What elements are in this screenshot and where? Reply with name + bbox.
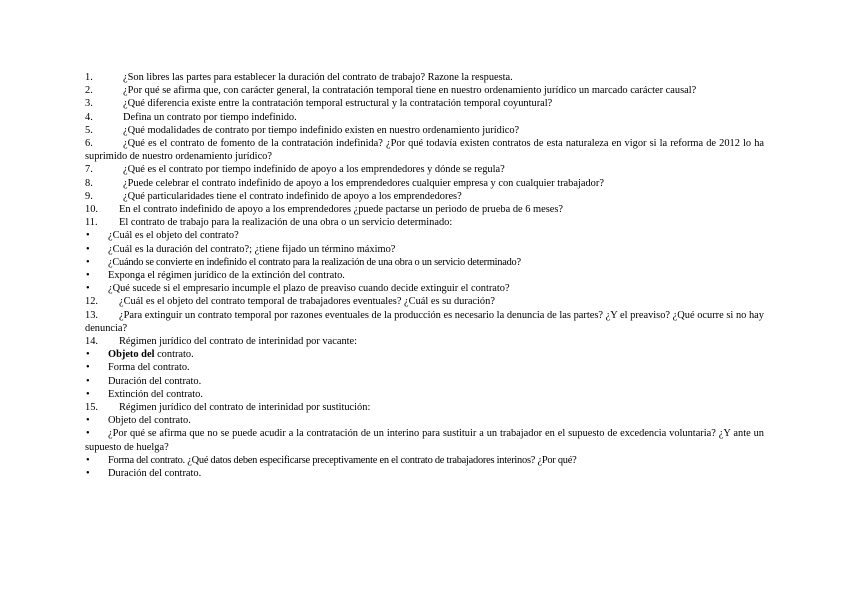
question-item-12: [85, 295, 764, 308]
item-number: 4.: [85, 111, 93, 123]
item-number: 3.: [85, 98, 93, 110]
bullet-marker: •: [86, 256, 90, 268]
bullet-text: Forma del contrato. ¿Qué datos deben especificarse preceptivamente en el contrato de trabajadores interinos? ¿Por qué?: [108, 454, 577, 466]
bullet-text: [85, 348, 764, 361]
bullet-item: [85, 348, 764, 361]
question-text: El contrato de trabajo para la realización de una obra o un servicio determinado:: [119, 217, 453, 229]
question-item-4: [85, 111, 764, 124]
question-text: ¿Qué es el contrato por tiempo indefinido de apoyo a los emprendedores y dónde se regula?: [123, 164, 505, 176]
bullet-marker: •: [86, 349, 90, 361]
bullet-text: Exponga el régimen jurídico de la extinción del contrato.: [108, 270, 345, 282]
question-item-11: [85, 216, 764, 229]
question-text: ¿Qué es el contrato de fomento de la contratación indefinida? ¿Por qué todavía existen contratos de esta naturaleza en vigor si la reforma de 2012 lo ha suprimido de nuestro ordenamiento jurídico?: [85, 138, 764, 163]
item-number: 12.: [85, 296, 98, 308]
bullet-marker: •: [86, 230, 90, 242]
item-number: 7.: [85, 164, 93, 176]
bullet-item: [85, 282, 764, 295]
question-list: [85, 71, 764, 480]
question-item-13: [85, 309, 764, 335]
question-text: ¿Qué particularidades tiene el contrato indefinido de apoyo a los emprendedores?: [123, 190, 462, 202]
bullet-item: [85, 361, 764, 374]
question-item-6: [85, 137, 764, 163]
item-number: 11.: [85, 217, 98, 229]
bullet-item: [85, 229, 764, 242]
bullet-marker: •: [86, 415, 90, 427]
bullet-item: [85, 388, 764, 401]
bullet-item: [85, 467, 764, 480]
item-number: 1.: [85, 72, 93, 83]
item-number: 15.: [85, 402, 98, 414]
bullet-text: Forma del contrato.: [108, 362, 190, 374]
bullet-item: [85, 375, 764, 388]
question-text: ¿Qué diferencia existe entre la contratación temporal estructural y la contratación temporal coyuntural?: [123, 98, 553, 110]
question-item-5: [85, 124, 764, 137]
bullet-marker: •: [86, 468, 90, 480]
bullet-text: ¿Por qué se afirma que no se puede acudir a la contratación de un interino para sustituir a un trabajador en el supuesto de excedencia voluntaria? ¿Y ante un supuesto de huelga?: [85, 428, 764, 453]
bullet-marker: •: [86, 283, 90, 295]
question-text: Régimen jurídico del contrato de interinidad por sustitución:: [119, 402, 371, 414]
question-text: ¿Cuál es el objeto del contrato temporal de trabajadores eventuales? ¿Cuál es su duración?: [119, 296, 495, 308]
item-number: 13.: [85, 309, 98, 321]
question-item-7: [85, 163, 764, 176]
bullet-item: [85, 454, 764, 467]
item-number: 9.: [85, 190, 93, 202]
bullet-marker: •: [86, 270, 90, 282]
question-item-15: [85, 401, 764, 414]
question-text: En el contrato indefinido de apoyo a los emprendedores ¿puede pactarse un periodo de prueba de 6 meses?: [119, 204, 564, 216]
item-number: 5.: [85, 124, 93, 136]
item-number: 6.: [85, 138, 93, 150]
question-text: Defina un contrato por tiempo indefinido.: [123, 111, 297, 123]
question-item-2: [85, 84, 764, 97]
question-text: ¿Por qué se afirma que, con carácter general, la contratación temporal tiene en nuestro ordenamiento jurídico un marcado carácter causal?: [123, 85, 697, 97]
question-item-3: [85, 97, 764, 110]
question-item-8: [85, 177, 764, 190]
question-item-1: [85, 71, 764, 84]
bullet-text: Duración del contrato.: [108, 375, 202, 387]
item-number: 8.: [85, 177, 93, 189]
bullet-item: [85, 243, 764, 256]
question-item-14: [85, 335, 764, 348]
bullet-marker: •: [86, 362, 90, 374]
item-number: 14.: [85, 336, 98, 348]
bullet-text: ¿Cuál es el objeto del contrato?: [108, 230, 239, 242]
question-text: ¿Para extinguir un contrato temporal por razones eventuales de la producción es necesario la denuncia de las partes? ¿Y el preaviso? ¿Qué ocurre si no hay denuncia?: [85, 309, 764, 334]
bullet-text: Duración del contrato.: [108, 468, 202, 480]
bullet-marker: •: [86, 388, 90, 400]
bullet-item: [85, 414, 764, 427]
question-text: Régimen jurídico del contrato de interinidad por vacante:: [119, 336, 358, 348]
bold-text: Objeto del: [108, 349, 155, 361]
item-number: 2.: [85, 85, 93, 97]
bullet-item: [85, 256, 764, 269]
item-number: 10.: [85, 204, 98, 216]
bullet-text: ¿Qué sucede si el empresario incumple el plazo de preaviso cuando decide extinguir el contrato?: [108, 283, 510, 295]
bullet-text: Extinción del contrato.: [108, 388, 203, 400]
bullet-text: ¿Cuándo se convierte en indefinido el contrato para la realización de una obra o un servicio determinado?: [108, 256, 521, 268]
question-text: ¿Qué modalidades de contrato por tiempo indefinido existen en nuestro ordenamiento jurídico?: [123, 124, 520, 136]
bullet-text-rest: contrato.: [154, 349, 194, 361]
question-item-9: [85, 190, 764, 203]
bullet-marker: •: [86, 375, 90, 387]
bullet-text: Objeto del contrato.: [108, 415, 191, 427]
bullet-marker: •: [86, 454, 90, 466]
bullet-item: [85, 427, 764, 453]
question-item-10: [85, 203, 764, 216]
bullet-marker: •: [86, 428, 90, 440]
bullet-text: ¿Cuál es la duración del contrato?; ¿tiene fijado un término máximo?: [108, 243, 396, 255]
bullet-marker: •: [86, 243, 90, 255]
bullet-item: [85, 269, 764, 282]
question-text: ¿Son libres las partes para establecer la duración del contrato de trabajo? Razone la respuesta.: [123, 72, 513, 83]
question-text: ¿Puede celebrar el contrato indefinido de apoyo a los emprendedores cualquier empresa y con cualquier trabajador?: [123, 177, 604, 189]
